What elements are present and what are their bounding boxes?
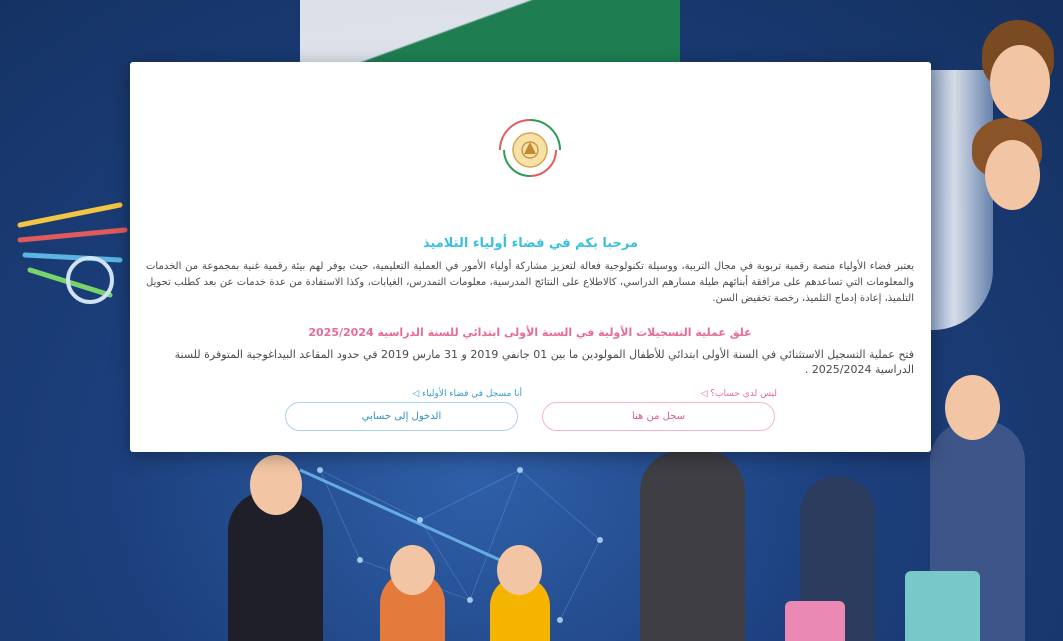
student-face bbox=[390, 545, 435, 595]
pink-suitcase bbox=[785, 601, 845, 641]
register-hint-text: ليس لدي حساب؟ bbox=[710, 389, 777, 399]
green-suitcase bbox=[905, 571, 980, 641]
flag-band bbox=[300, 0, 680, 70]
exceptional-registration-notice: فتح عملية التسجيل الاستثنائي في السنة الأولى ابتدائي للأطفال المولودين ما بين 01 جانفي 2019 و 31 مارس 2019 في حدود المقاعد البيداغوجية المتوفرة للسنة الدراسية 2025/2024 . bbox=[174, 348, 914, 376]
arrow-icon: ◁ bbox=[700, 389, 708, 399]
register-button[interactable]: سجل من هنا bbox=[542, 402, 775, 431]
arrow-icon: ◁ bbox=[412, 389, 420, 399]
father-illustration bbox=[640, 451, 745, 641]
child-face bbox=[990, 45, 1050, 120]
child-face bbox=[985, 140, 1040, 210]
welcome-title: مرحبا بكم في فضاء أولياء التلاميذ bbox=[422, 236, 639, 251]
login-hint bbox=[282, 389, 522, 399]
page-curl bbox=[923, 70, 993, 330]
ministry-emblem-icon bbox=[490, 110, 570, 190]
platform-description: يعتبر فضاء الأولياء منصة رقمية تربوية في مجال التربية، ووسيلة تكنولوجية فعالة لتعزيز مشاركة أولياء الأمور في العملية التعليمية، حيث يوفر لهم بيئة رقمية غنية بمجموعة من الخدمات والمعلومات التي تساعدهم على مرافقة أبنائهم طيلة مسارهم الدراسي، كالاطلاع على النتائج المدرسية، معلومات التمدرس، الغيابات، وكذا الاستفادة من عدة خدمات عن بعد كطلب تحويل التلميذ، إعادة إدماج التلميذ، رخصة تخفيض السن. bbox=[146, 261, 914, 304]
teacher-face bbox=[250, 455, 302, 515]
register-hint bbox=[537, 389, 777, 399]
boy-face bbox=[945, 375, 1000, 440]
registration-closed-notice: غلق عملية التسجيلات الأولية في السنة الأولى ابتدائي للسنة الدراسية 2025/2024 bbox=[308, 326, 752, 339]
login-hint-text: أنا مسجل في فضاء الأولياء bbox=[422, 389, 522, 399]
login-button[interactable]: الدخول إلى حسابي bbox=[285, 402, 518, 431]
student-face bbox=[497, 545, 542, 595]
pencils-illustration bbox=[10, 185, 130, 335]
